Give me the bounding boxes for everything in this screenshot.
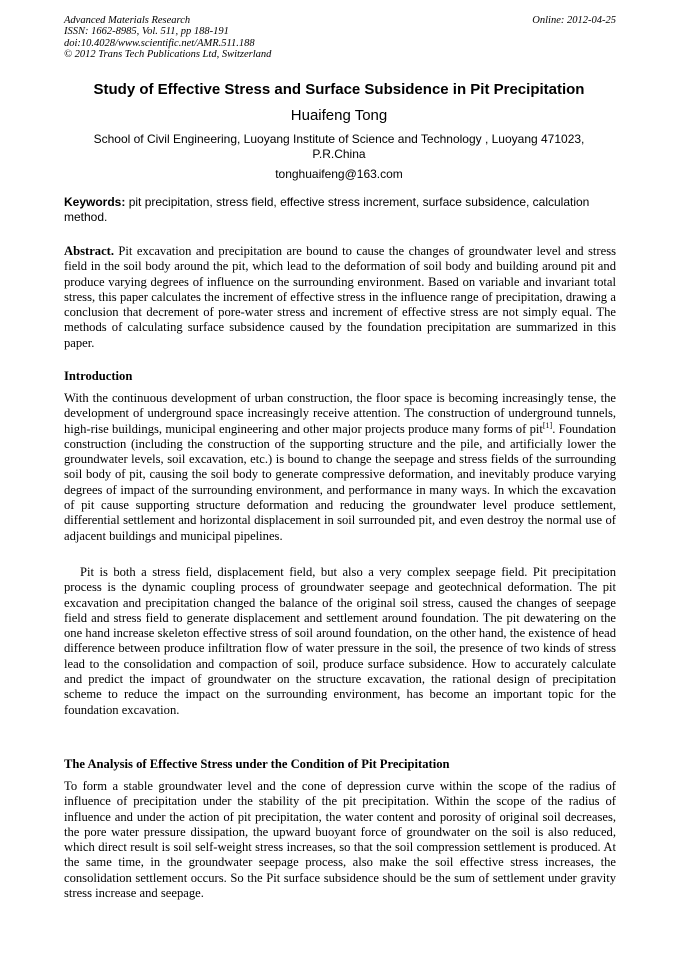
affiliation: School of Civil Engineering, Luoyang Institute of Science and Technology , Luoyang 471023, P.R.China xyxy=(93,132,585,161)
intro-p1-text-a: With the continuous development of urban construction, the floor space is becoming increasingly tense, the development of underground space increasingly receive attention. The construction of underground tunnels, high-rise buildings, municipal engineering and other major projects produce many forms of pit xyxy=(64,391,616,436)
online-date: Online: 2012-04-25 xyxy=(532,15,616,26)
issn-line: ISSN: 1662-8985, Vol. 511, pp 188-191 xyxy=(64,26,229,38)
keywords-label: Keywords: xyxy=(64,195,126,209)
author-email: tonghuaifeng@163.com xyxy=(275,167,403,181)
abstract-label: Abstract. xyxy=(64,244,115,258)
keywords xyxy=(64,195,616,226)
copyright-line: © 2012 Trans Tech Publications Ltd, Switzerland xyxy=(64,49,272,61)
abstract xyxy=(64,244,616,351)
abstract-text: Pit excavation and precipitation are bound to cause the changes of groundwater level and stress field in the soil body around the pit, which lead to the deformation of soil body and building around pit and produce varying degrees of influence on the surrounding environment. Based on variable and invariant total stress, this paper calculates the increment of effective stress in the influence range of precipitation, drawing a conclusion that decrement of pore-water stress and increment of effective stress are not simply equal. The methods of calculating surface subsidence caused by the foundation precipitation are summarized in this paper. xyxy=(64,244,616,350)
analysis-heading: The Analysis of Effective Stress under the Condition of Pit Precipitation xyxy=(64,757,450,771)
introduction-paragraph-1 xyxy=(64,391,616,544)
citation-ref-1[interactable]: [1] xyxy=(542,420,553,430)
paper-title: Study of Effective Stress and Surface Subsidence in Pit Precipitation xyxy=(93,81,585,98)
analysis-paragraph-1: To form a stable groundwater level and the cone of depression curve within the scope of the radius of influence of precipitation under the stability of the pit precipitation. Within the scope of the radius of influence and under the action of pit precipitation, the water content and porosity of original soil decreases, the pore water pressure dissipation, the upward buoyant force of groundwater on the soil is also reduced, which direct result is soil self-weight stress increases, so that the soil compression settlement is produced. At the same time, in the groundwater seepage process, also make the soil effective stress increases, the consolidation settlement occurs. So the Pit surface subsidence should be the sum of settlement under gravity stress increase and seepage. xyxy=(64,779,616,901)
keywords-text: pit precipitation, stress field, effective stress increment, surface subsidence, calculation method. xyxy=(64,195,590,225)
doi-line: doi:10.4028/www.scientific.net/AMR.511.188 xyxy=(64,37,255,49)
journal-header xyxy=(64,15,616,61)
author-name: Huaifeng Tong xyxy=(290,107,388,124)
intro-p1-text-b: . Foundation construction (including the construction of the supporting structure and the pile, and artificially lower the groundwater levels, soil excavation, etc.) is bound to change the seepage and stress fields of the surrounding soil body of pit, causing the soil body to generate compressive deformation, and inevitably produce varying degrees of impact of the surrounding environment, and performance in many ways. In which the excavation of pit cause supporting structure deformation and reducing the groundwater level produce settlement, differential settlement and horizontal displacement in soil surrounded pit, and even destroy the normal use of adjacent buildings and municipal pipelines. xyxy=(64,421,616,543)
journal-name: Advanced Materials Research xyxy=(64,15,191,26)
introduction-paragraph-2: Pit is both a stress field, displacement field, but also a very complex seepage field. Pit precipitation process is the dynamic coupling process of groundwater seepage and geotechnical deformation. The pit excavation and precipitation changed the balance of the original soil stress, caused the changes of seepage field and stress field to generate displacement and settlement around foundation. The pit dewatering on the one hand increase skeleton effective stress of soil around foundation, on the other hand, the existence of head difference between produce infiltration flow of water pressure in the soil, the presence of two kinds of stress lead to the consolidation and compaction of soil, produce surface subsidence. How to accurately calculate and predict the impact of groundwater on the structure excavation, the rational design of precipitation scheme to reduce the impact on the surrounding environment, has become an important topic for the foundation excavation. xyxy=(64,565,616,717)
introduction-heading: Introduction xyxy=(64,369,133,383)
